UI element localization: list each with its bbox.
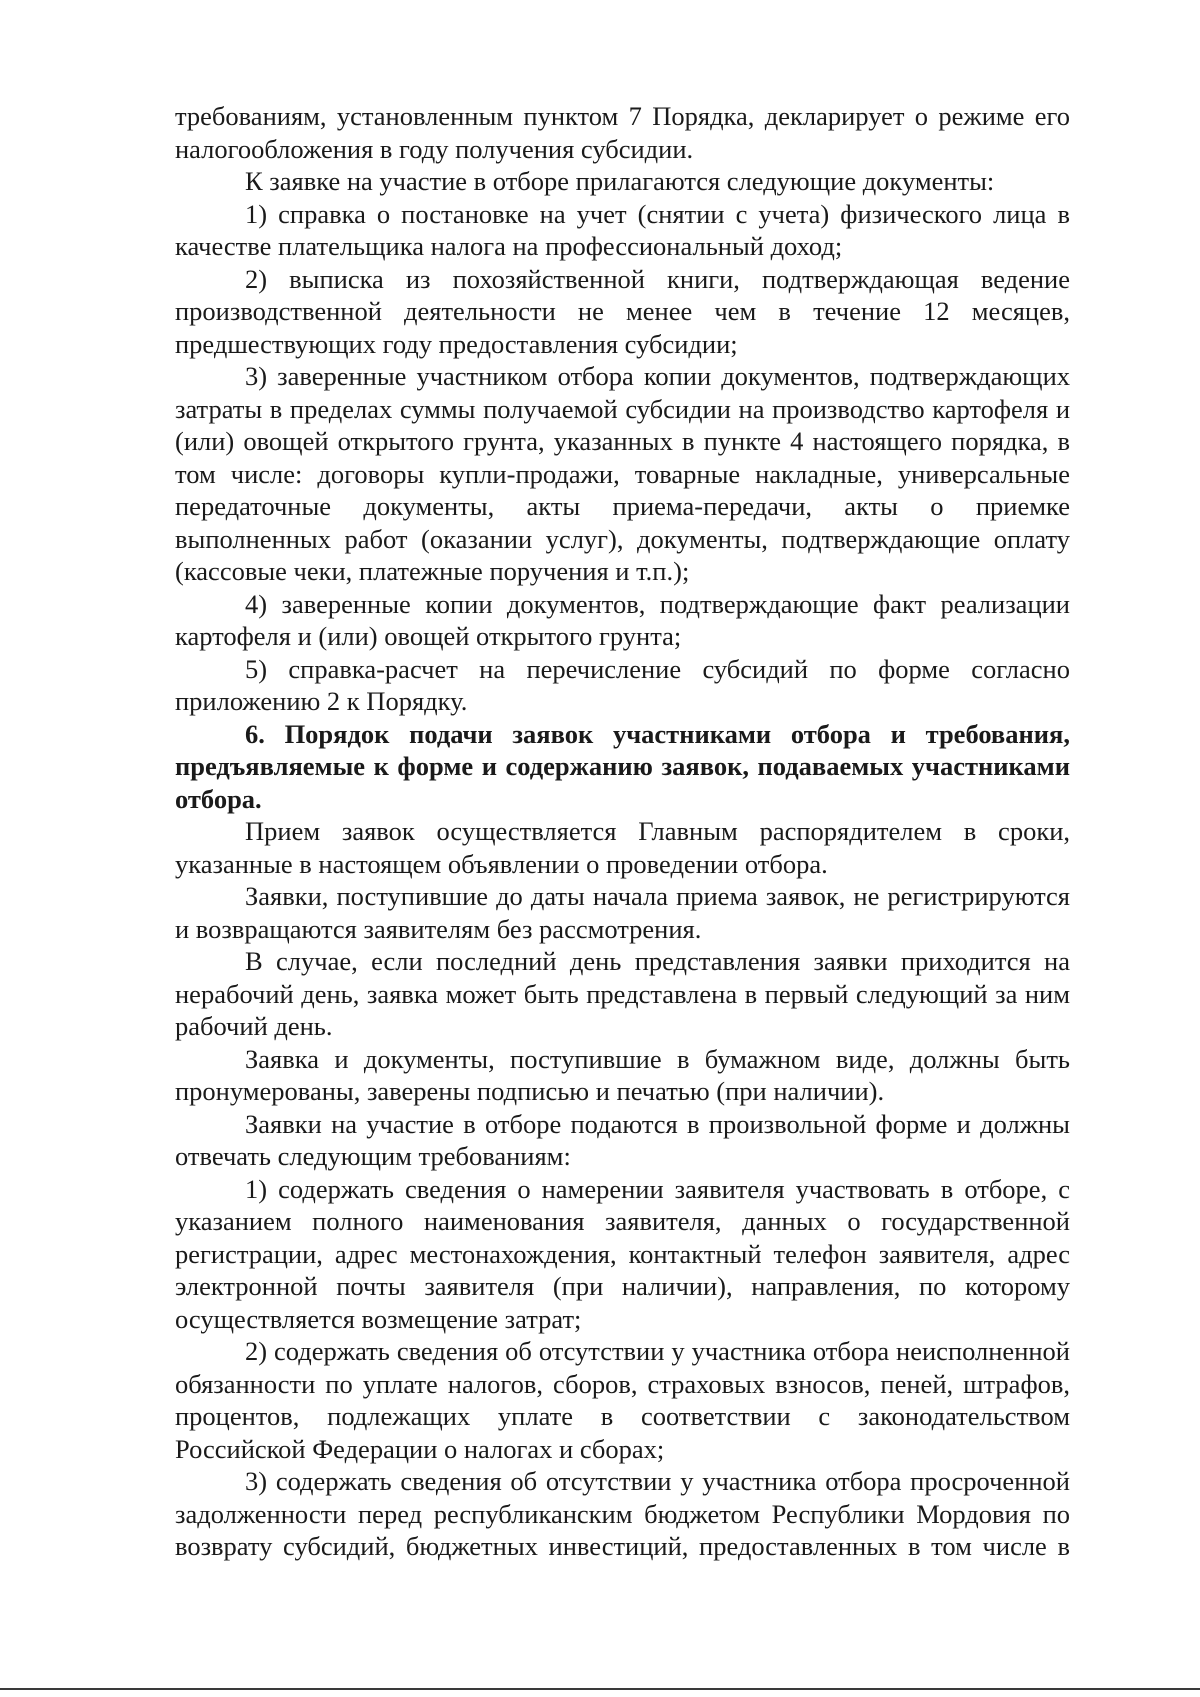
requirement-item-2: 2) содержать сведения об отсутствии у участника отбора неисполненной обязанности по уплате налогов, сборов, страховых взносов, пеней, штрафов, процентов, подлежащих уплате в соответствии с законодательством Российской Федерации о налогах и сборах; bbox=[175, 1336, 1070, 1464]
document-page bbox=[175, 100, 1070, 1563]
section-heading: 6. Порядок подачи заявок участниками отбора и требования, предъявляемые к форме и содержанию заявок, подаваемых участниками отбора. bbox=[175, 718, 1070, 814]
list-item-4: 4) заверенные копии документов, подтверждающие факт реализации картофеля и (или) овощей открытого грунта; bbox=[175, 588, 1070, 651]
paragraph-non-working-day: В случае, если последний день представления заявки приходится на нерабочий день, заявка может быть представлена в первый следующий за ним рабочий день. bbox=[175, 946, 1070, 1041]
page-bottom-edge bbox=[0, 1688, 1200, 1690]
paragraph-requirements-intro: Заявки на участие в отборе подаются в произвольной форме и должны отвечать следующим требованиям: bbox=[175, 1108, 1070, 1171]
list-item-2: 2) выписка из похозяйственной книги, подтверждающая ведение производственной деятельности не менее чем в течение 12 месяцев, предшествующих году предоставления субсидии; bbox=[175, 263, 1070, 359]
paragraph-early-applications: Заявки, поступившие до даты начала приема заявок, не регистрируются и возвращаются заявителям без рассмотрения. bbox=[175, 881, 1070, 944]
paragraph-continuation: требованиям, установленным пунктом 7 Порядка, декларирует о режиме его налогообложения в году получения субсидии. bbox=[175, 101, 1070, 164]
list-item-3: 3) заверенные участником отбора копии документов, подтверждающих затраты в пределах суммы получаемой субсидии на производство картофеля и (или) овощей открытого грунта, указанных в пункте 4 настоящего порядка, в том числе: договоры купли-продажи, товарные накладные, универсальные передаточные документы, акты приема-передачи, акты о приемке выполненных работ (оказании услуг), документы, подтверждающие оплату (кассовые чеки, платежные поручения и т.п.); bbox=[175, 361, 1070, 586]
paragraph-paper-documents: Заявка и документы, поступившие в бумажном виде, должны быть пронумерованы, заверены подписью и печатью (при наличии). bbox=[175, 1043, 1070, 1106]
paragraph-acceptance: Прием заявок осуществляется Главным распорядителем в сроки, указанные в настоящем объявлении о проведении отбора. bbox=[175, 816, 1070, 879]
paragraph-attachments-intro: К заявке на участие в отборе прилагаются следующие документы: bbox=[245, 166, 995, 196]
requirement-item-1: 1) содержать сведения о намерении заявителя участвовать в отборе, с указанием полного наименования заявителя, данных о государственной регистрации, адрес местонахождения, контактный телефон заявителя, адрес электронной почты заявителя (при наличии), направления, по которому осуществляется возмещение затрат; bbox=[175, 1173, 1070, 1334]
list-item-1: 1) справка о постановке на учет (снятии с учета) физического лица в качестве плательщика налога на профессиональный доход; bbox=[175, 198, 1070, 261]
list-item-5: 5) справка-расчет на перечисление субсидий по форме согласно приложению 2 к Порядку. bbox=[175, 653, 1070, 716]
requirement-item-3: 3) содержать сведения об отсутствии у участника отбора просроченной задолженности перед республиканским бюджетом Республики Мордовия по возврату субсидий, бюджетных инвестиций, предоставленных в том числе в bbox=[175, 1466, 1070, 1561]
